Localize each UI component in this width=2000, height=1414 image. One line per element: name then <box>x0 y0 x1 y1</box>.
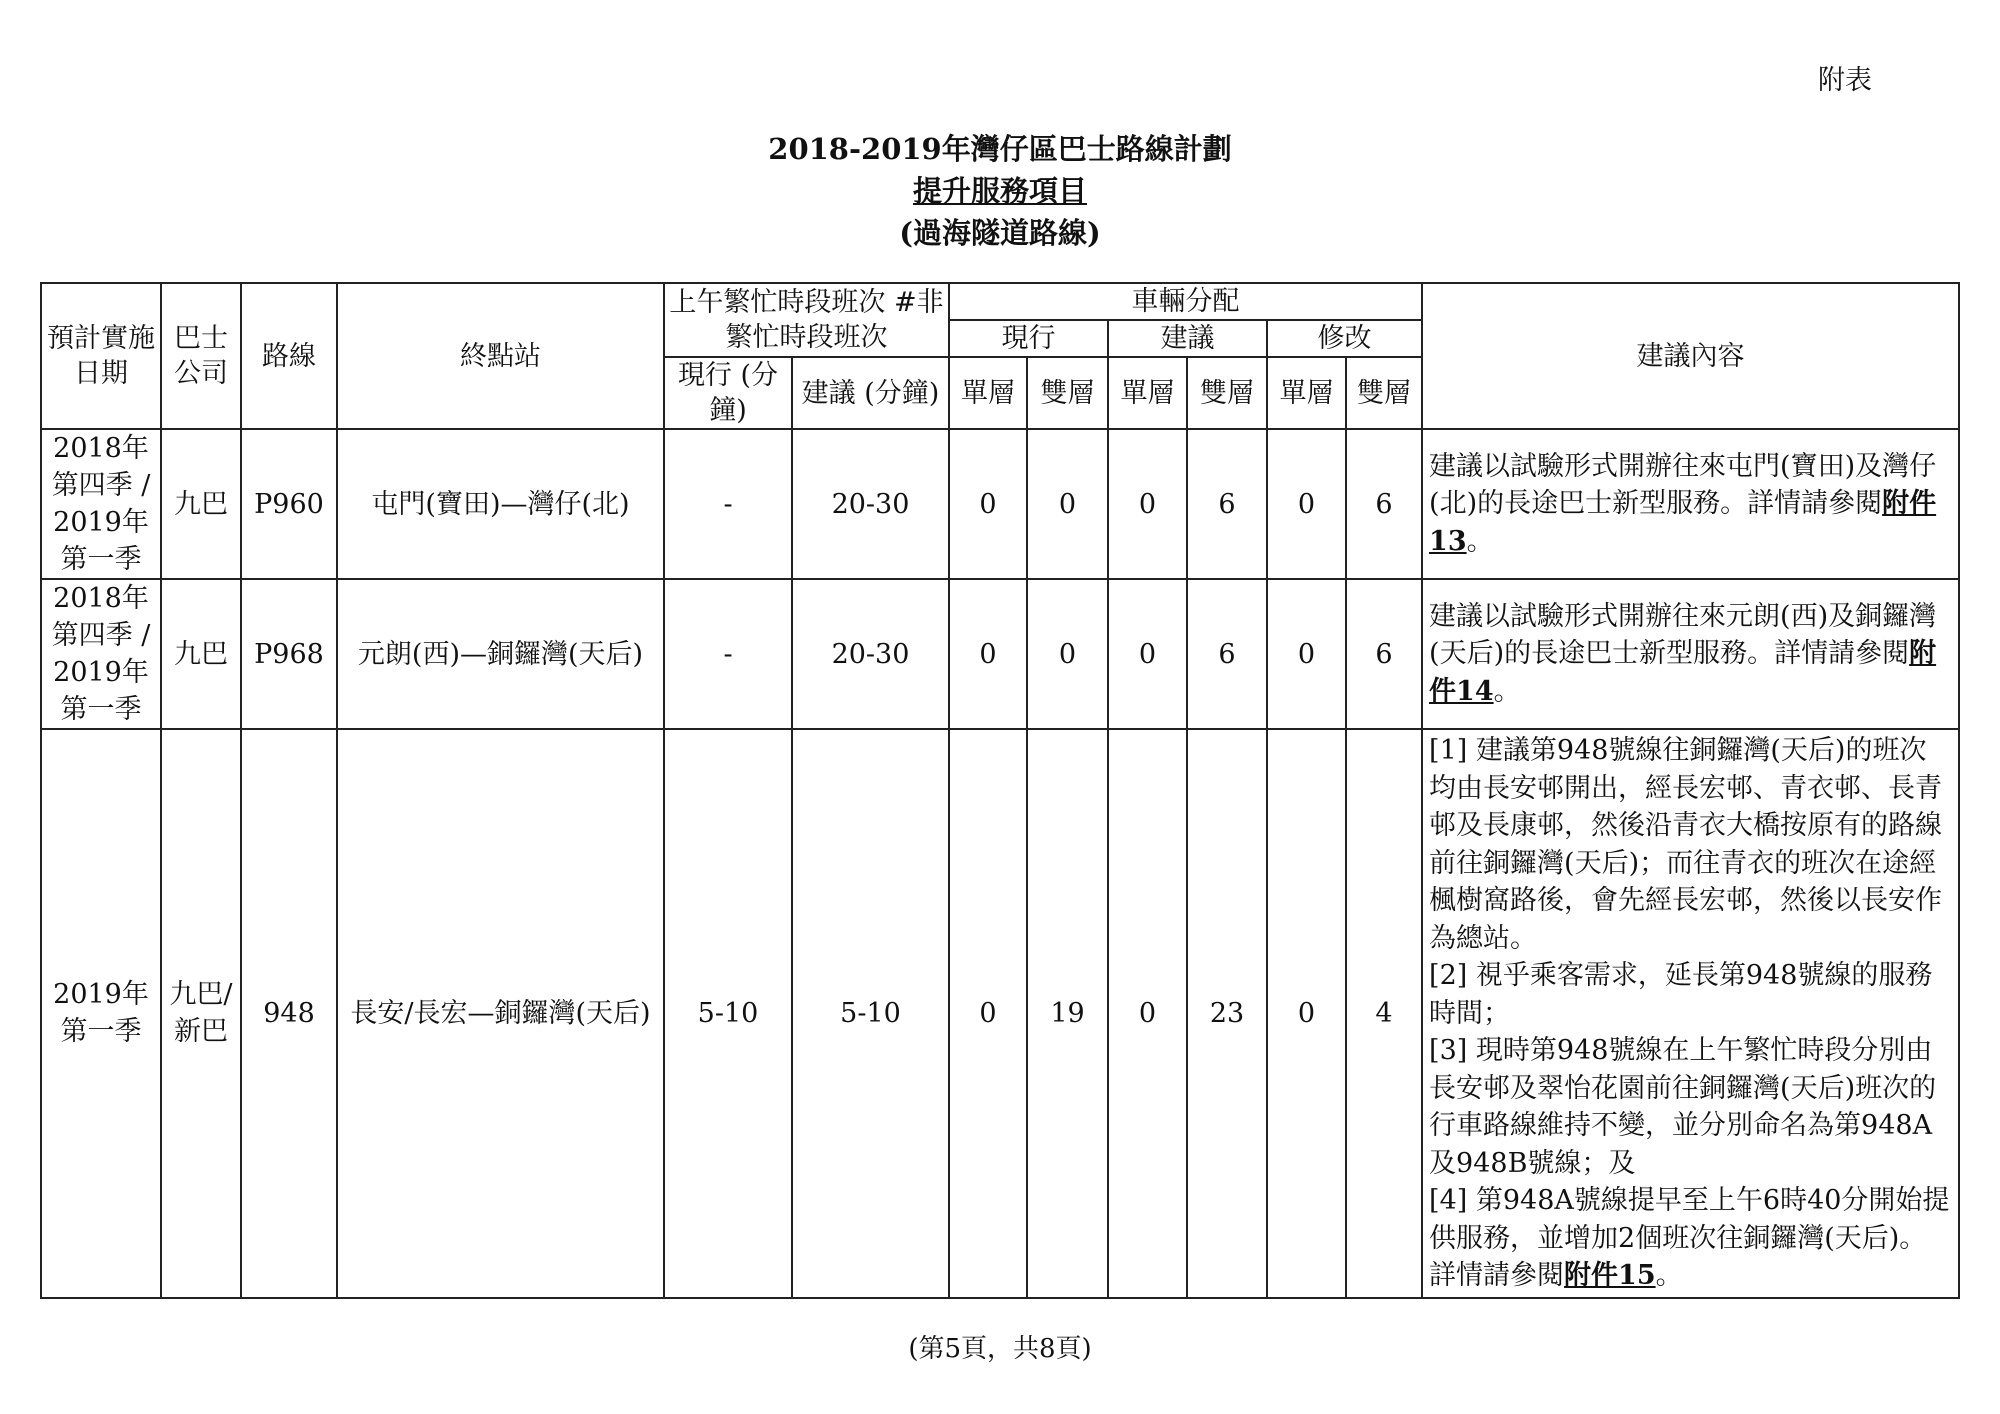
cell-cur-single: 0 <box>949 729 1027 1298</box>
header-pro-single: 單層 <box>1108 357 1187 429</box>
details-paragraph-4: [4] 第948A號線提早至上午6時40分開始提供服務，並增加2個班次往銅鑼灣(天后)。詳情請參閱 <box>1429 1185 1950 1291</box>
cell-chg-double: 6 <box>1346 429 1422 579</box>
cell-chg-single: 0 <box>1267 429 1346 579</box>
cell-pro-single: 0 <box>1108 729 1187 1298</box>
header-date: 預計實施日期 <box>41 283 161 429</box>
annex-reference-link[interactable]: 附件15 <box>1564 1260 1656 1291</box>
route-plan-table <box>40 282 1960 1299</box>
cell-freq-current: - <box>664 579 792 729</box>
cell-cur-double: 0 <box>1027 579 1108 729</box>
title-line-2: 提升服務項目 <box>912 174 1087 208</box>
header-chg-single: 單層 <box>1267 357 1346 429</box>
cell-pro-single: 0 <box>1108 429 1187 579</box>
header-frequency: 上午繁忙時段班次 #非繁忙時段班次 <box>664 283 949 357</box>
cell-freq-current: 5-10 <box>664 729 792 1298</box>
table-row <box>41 429 1959 579</box>
cell-cur-single: 0 <box>949 429 1027 579</box>
cell-route: P960 <box>241 429 337 579</box>
header-veh-proposed: 建議 <box>1108 320 1267 357</box>
header-details: 建議內容 <box>1422 283 1959 429</box>
cell-terminus: 屯門(寶田)—灣仔(北) <box>337 429 664 579</box>
cell-cur-single: 0 <box>949 579 1027 729</box>
cell-terminus: 元朗(西)—銅鑼灣(天后) <box>337 579 664 729</box>
cell-cur-double: 19 <box>1027 729 1108 1298</box>
annex-reference-link[interactable]: 附件14 <box>1429 638 1937 707</box>
details-end: 。 <box>1655 1260 1683 1291</box>
details-text: 建議以試驗形式開辦往來屯門(寶田)及灣仔(北)的長途巴士新型服務。詳情請參閱 <box>1429 450 1937 520</box>
header-terminus: 終點站 <box>337 283 664 429</box>
cell-date: 2019年第一季 <box>41 729 161 1298</box>
header-veh-change: 修改 <box>1267 320 1422 357</box>
cell-terminus: 長安/長宏—銅鑼灣(天后) <box>337 729 664 1298</box>
cell-freq-proposed: 20-30 <box>792 579 949 729</box>
cell-cur-double: 0 <box>1027 429 1108 579</box>
cell-company: 九巴/新巴 <box>161 729 241 1298</box>
cell-route: 948 <box>241 729 337 1298</box>
page-number: (第5頁，共8頁) <box>908 1334 1092 1364</box>
header-pro-double: 雙層 <box>1187 357 1267 429</box>
title-line-1: 2018-2019年灣仔區巴士路線計劃 <box>768 132 1232 166</box>
header-veh-current: 現行 <box>949 320 1108 357</box>
details-paragraph-1: [1] 建議第948號線往銅鑼灣(天后)的班次均由長安邨開出，經長宏邨、青衣邨、長青邨及長康邨，然後沿青衣大橋按原有的路線前往銅鑼灣(天后)；而往青衣的班次在途經楓樹窩路後，會先經長宏邨，然後以長安作為總站。 <box>1429 735 1943 954</box>
details-paragraph-2: [2] 視乎乘客需求，延長第948號線的服務時間； <box>1429 960 1933 1029</box>
cell-chg-double: 4 <box>1346 729 1422 1298</box>
details-end: 。 <box>1466 525 1494 557</box>
table-row <box>41 729 1959 1298</box>
details-text: 建議以試驗形式開辦往來元朗(西)及銅鑼灣(天后)的長途巴士新型服務。詳情請參閱 <box>1429 600 1937 670</box>
annex-label: 附表 <box>1818 65 1872 96</box>
header-vehicles: 車輛分配 <box>949 283 1422 320</box>
header-chg-double: 雙層 <box>1346 357 1422 429</box>
cell-chg-double: 6 <box>1346 579 1422 729</box>
cell-chg-single: 0 <box>1267 579 1346 729</box>
document-title <box>0 128 2000 254</box>
cell-freq-current: - <box>664 429 792 579</box>
header-cur-single: 單層 <box>949 357 1027 429</box>
cell-details <box>1422 429 1959 579</box>
cell-company: 九巴 <box>161 579 241 729</box>
cell-pro-double: 6 <box>1187 429 1267 579</box>
details-paragraph-3: [3] 現時第948號線在上午繁忙時段分別由長安邨及翠怡花園前往銅鑼灣(天后)班次的行車路線維持不變，並分別命名為第948A及948B號線；及 <box>1429 1035 1937 1179</box>
cell-pro-double: 23 <box>1187 729 1267 1298</box>
cell-details <box>1422 729 1959 1298</box>
table-row <box>41 579 1959 729</box>
title-line-3: (過海隧道路線) <box>899 216 1101 250</box>
details-paragraph-4-wrap <box>1429 1182 1952 1295</box>
annex-reference-link[interactable]: 附件13 <box>1429 488 1937 557</box>
cell-pro-double: 6 <box>1187 579 1267 729</box>
cell-route: P968 <box>241 579 337 729</box>
cell-date: 2018年第四季 / 2019年第一季 <box>41 429 161 579</box>
header-company: 巴士公司 <box>161 283 241 429</box>
header-freq-proposed: 建議 (分鐘) <box>792 357 949 429</box>
cell-freq-proposed: 5-10 <box>792 729 949 1298</box>
cell-details <box>1422 579 1959 729</box>
cell-freq-proposed: 20-30 <box>792 429 949 579</box>
details-end: 。 <box>1493 675 1521 707</box>
cell-pro-single: 0 <box>1108 579 1187 729</box>
header-cur-double: 雙層 <box>1027 357 1108 429</box>
cell-chg-single: 0 <box>1267 729 1346 1298</box>
header-route: 路線 <box>241 283 337 429</box>
header-freq-current: 現行 (分鐘) <box>664 357 792 429</box>
cell-company: 九巴 <box>161 429 241 579</box>
cell-date: 2018年第四季 / 2019年第一季 <box>41 579 161 729</box>
